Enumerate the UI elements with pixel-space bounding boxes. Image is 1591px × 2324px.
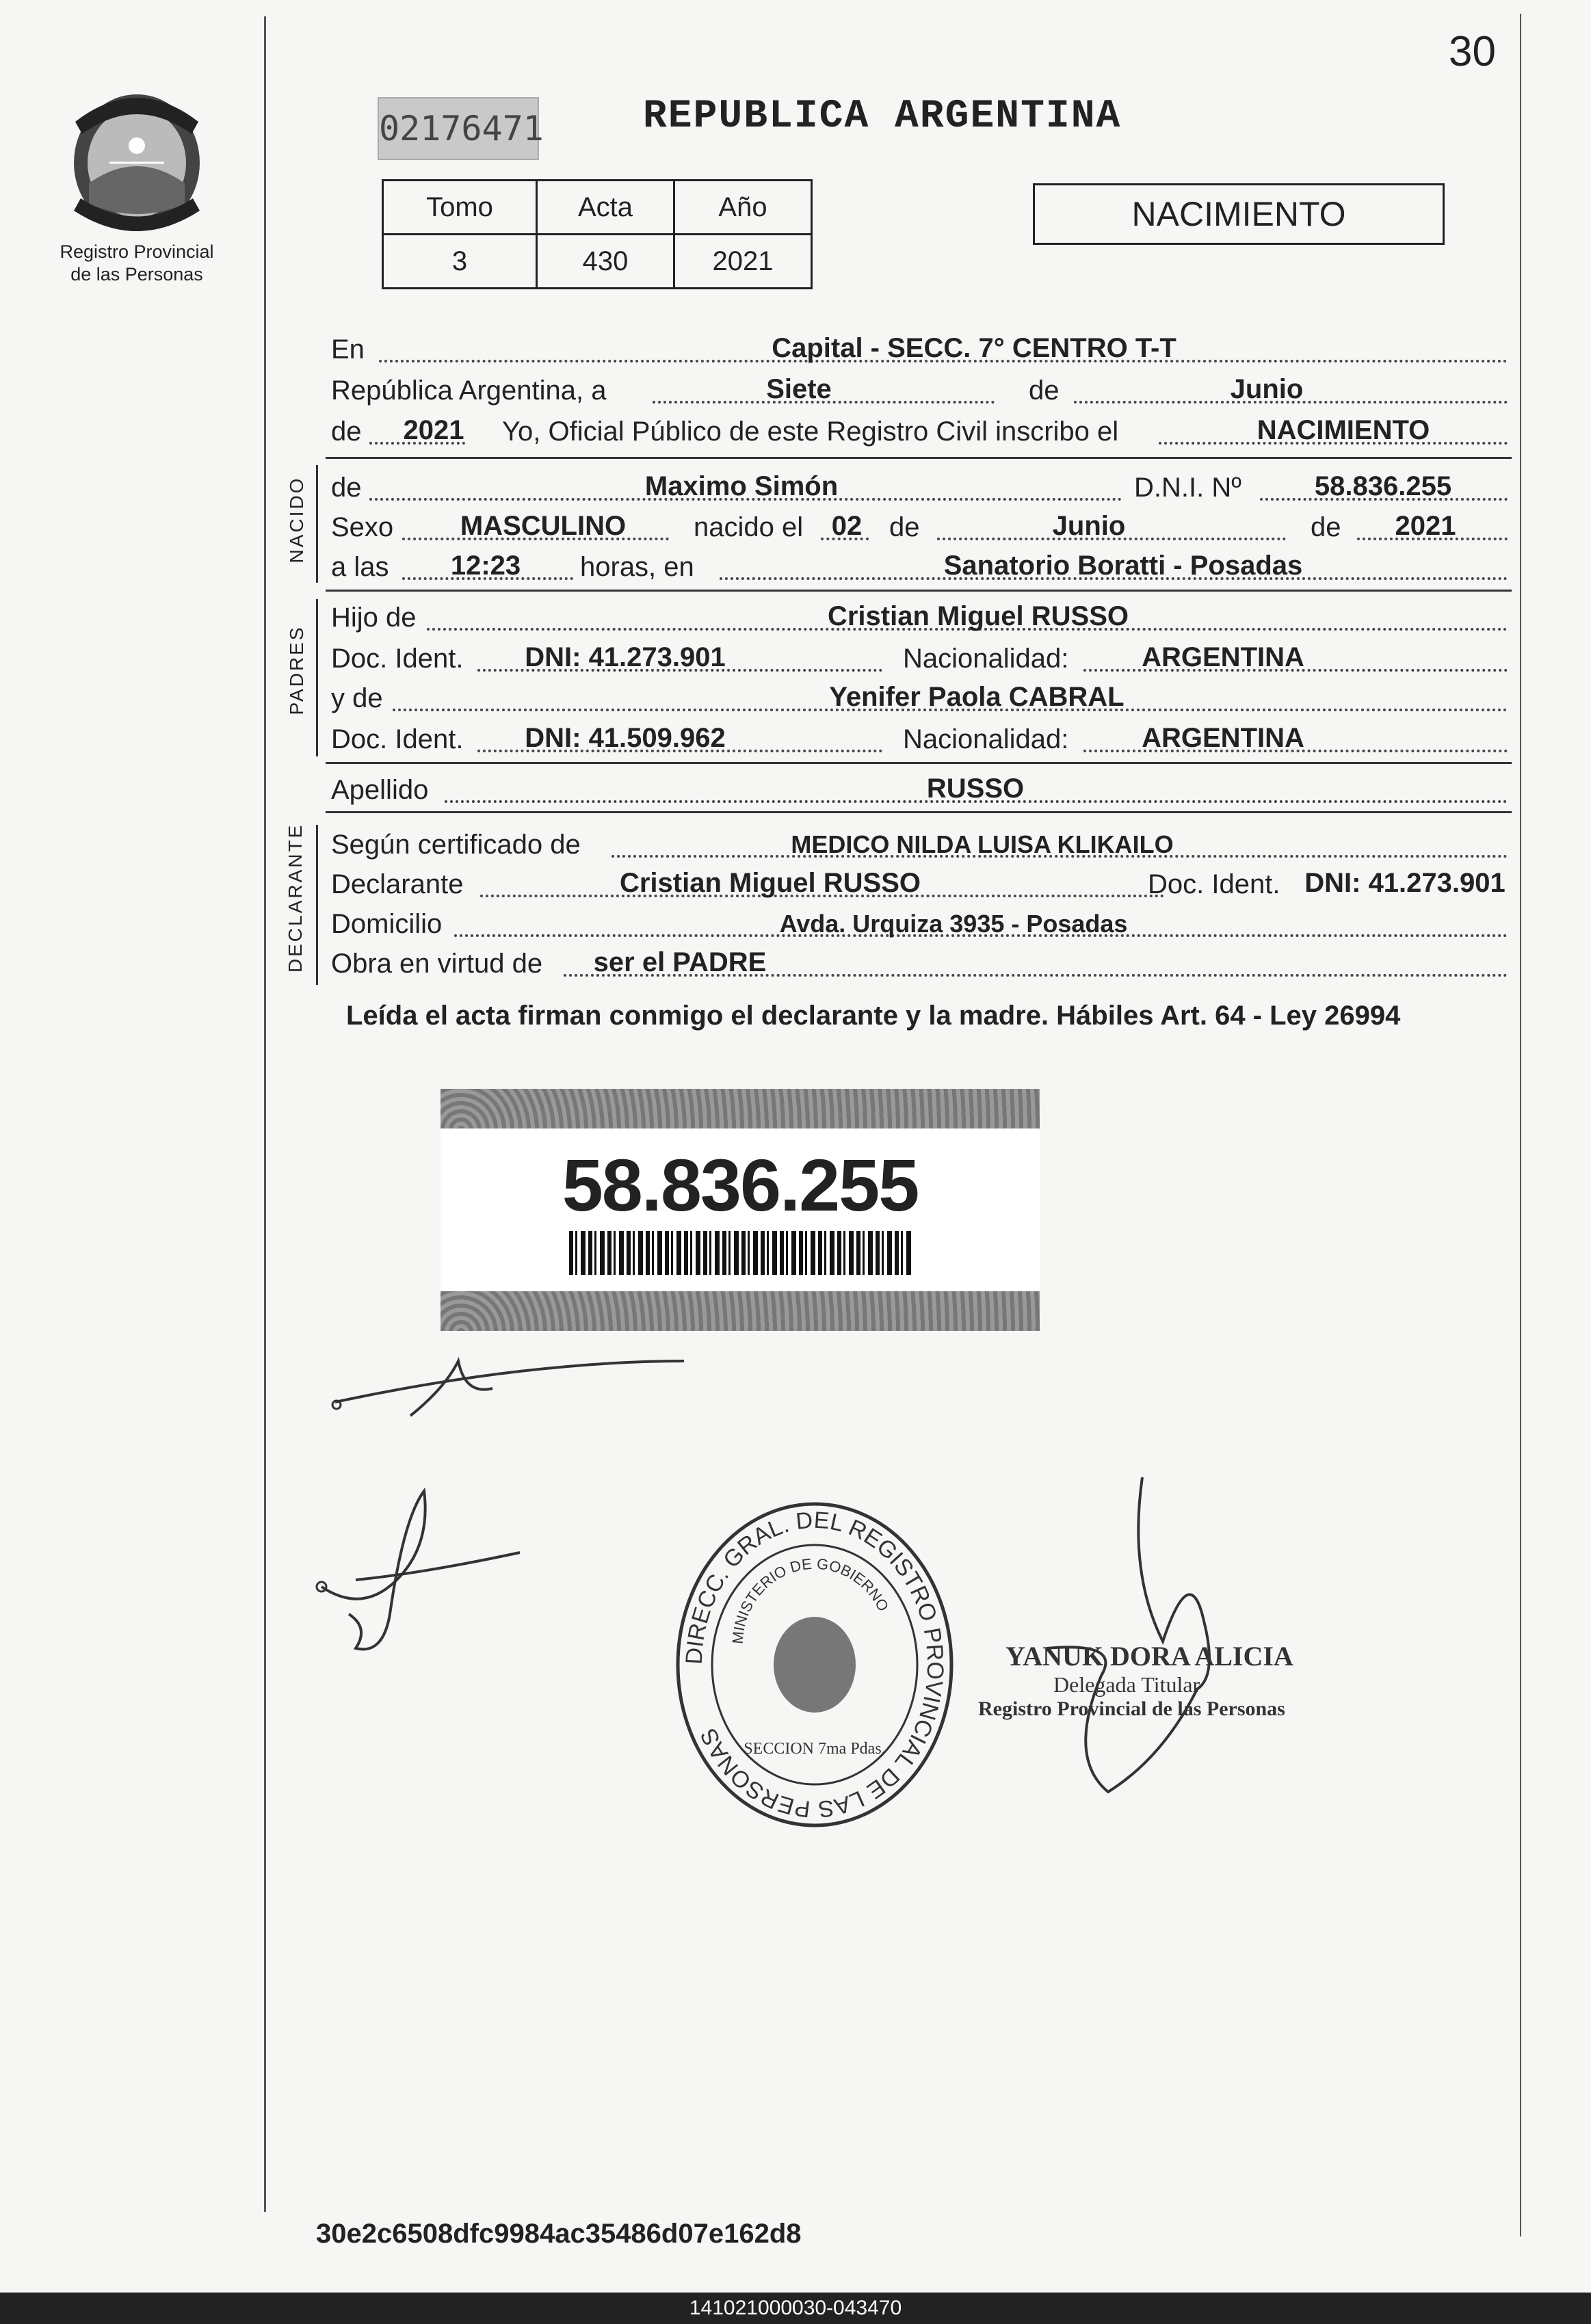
birth-day-value: 02 <box>831 511 863 541</box>
baby-name-value: Maximo Simón <box>644 471 839 501</box>
declarante-label: Declarante <box>331 869 464 899</box>
registry-line-1: Registro Provincial <box>60 241 214 262</box>
signatory-org: Registro Provincial de las Personas <box>978 1698 1285 1720</box>
signature-madre-icon <box>308 1477 540 1669</box>
doc-ident-label-2: Doc. Ident. <box>331 724 464 754</box>
seal-inner-text: MINISTERIO DE GOBIERNO <box>728 1555 893 1645</box>
father-name-value: Cristian Miguel RUSSO <box>827 601 1129 631</box>
hora-row <box>331 547 1508 585</box>
day-value: Siete <box>766 374 832 404</box>
en-row <box>331 330 1508 368</box>
nacido-section-label: NACIDO <box>286 476 307 564</box>
baby-dni-value: 58.836.255 <box>1314 471 1452 501</box>
nacido-el-label: nacido el <box>694 512 804 542</box>
y-de-label: y de <box>331 683 383 713</box>
footer-code: 141021000030-043470 <box>689 2297 902 2319</box>
section-divider <box>326 457 1512 459</box>
sexo-label: Sexo <box>331 512 394 542</box>
misiones-emblem-icon <box>62 81 212 238</box>
tomo-acta-table <box>382 179 813 289</box>
de-label-3: de <box>1311 512 1341 542</box>
obra-label: Obra en virtud de <box>331 949 543 979</box>
document-hash: 30e2c6508dfc9984ac35486d07e162d8 <box>316 2219 802 2249</box>
seal-bottom-text: SECCION 7ma Pdas. <box>744 1740 886 1758</box>
dni-sticker-number: 58.836.255 <box>562 1144 919 1226</box>
en-value: Capital - SECC. 7° CENTRO T-T <box>772 333 1176 363</box>
certificado-label: Según certificado de <box>331 830 581 860</box>
acta-value: 430 <box>537 235 674 289</box>
inscribo-value: NACIMIENTO <box>1257 415 1430 445</box>
declarante-value: Cristian Miguel RUSSO <box>619 868 921 898</box>
a-las-label: a las <box>331 552 389 582</box>
obra-row <box>331 944 1508 982</box>
sticker-pattern-bottom <box>441 1291 1040 1331</box>
birth-time-value: 12:23 <box>450 551 521 581</box>
domicilio-row <box>331 904 1508 942</box>
nacido-name-row <box>331 468 1508 506</box>
registry-line-2: de las Personas <box>70 264 203 285</box>
signatory-name: YANUK DORA ALICIA <box>1005 1641 1293 1672</box>
de-label: de <box>1029 375 1060 406</box>
serial-number-stamp: 02176471 <box>378 97 539 160</box>
mother-doc-value: DNI: 41.509.962 <box>525 723 726 753</box>
country-title: REPUBLICA ARGENTINA <box>643 94 1122 139</box>
anio-value: 2021 <box>674 235 812 289</box>
birth-year-value: 2021 <box>1395 511 1456 541</box>
horas-label: horas, en <box>580 552 694 582</box>
year-value: 2021 <box>403 415 464 445</box>
mother-name-value: Yenifer Paola CABRAL <box>829 682 1125 712</box>
apellido-row <box>331 770 1508 808</box>
oficial-text: Yo, Oficial Público de este Registro Civil inscribo el <box>502 417 1119 447</box>
table-header-row <box>383 181 812 235</box>
domicilio-label: Domicilio <box>331 909 443 939</box>
republica-label: República Argentina, a <box>331 375 607 406</box>
dni-sticker <box>441 1128 1040 1291</box>
sexo-value: MASCULINO <box>460 511 627 541</box>
declarante-doc-value: DNI: 41.273.901 <box>1304 868 1505 898</box>
declarante-doc-label: Doc. Ident. <box>1148 869 1280 899</box>
tomo-value: 3 <box>383 235 537 289</box>
father-doc-row <box>331 639 1508 677</box>
registry-seal-icon <box>668 1494 962 1836</box>
en-label: En <box>331 334 365 365</box>
act-type-box: NACIMIENTO <box>1033 183 1445 245</box>
father-doc-value: DNI: 41.273.901 <box>525 642 726 672</box>
section-divider <box>326 811 1512 813</box>
signatory-role: Delegada Titular <box>1053 1672 1200 1697</box>
domicilio-value: Avda. Urquiza 3935 - Posadas <box>779 910 1128 938</box>
nacionalidad-label-2: Nacionalidad: <box>903 724 1069 754</box>
page-number: 30 <box>1449 28 1496 75</box>
signature-block <box>978 1640 1361 1721</box>
birth-month-value: Junio <box>1052 511 1126 541</box>
apellido-value: RUSSO <box>926 774 1025 804</box>
padres-section-label: PADRES <box>286 625 307 715</box>
declarante-row <box>331 864 1508 903</box>
month-value: Junio <box>1230 374 1304 404</box>
nacido-de-label: de <box>331 473 362 503</box>
registry-name <box>41 241 233 286</box>
obra-value: ser el PADRE <box>593 947 767 977</box>
fecha-row <box>331 371 1508 409</box>
acta-header: Acta <box>537 181 674 235</box>
barcode-icon <box>569 1231 911 1275</box>
y-de-row <box>331 678 1508 717</box>
father-nationality-value: ARGENTINA <box>1142 642 1304 672</box>
hijo-de-label: Hijo de <box>331 603 417 633</box>
section-divider <box>326 590 1512 592</box>
declarante-section-label: DECLARANTE <box>285 823 306 973</box>
signature-declarante-icon <box>328 1341 698 1429</box>
dni-label: D.N.I. Nº <box>1134 473 1241 503</box>
section-divider <box>326 762 1512 764</box>
certificado-row <box>331 825 1508 863</box>
doc-ident-label: Doc. Ident. <box>331 644 464 674</box>
sticker-pattern-top <box>441 1089 1040 1128</box>
certificado-value: MEDICO NILDA LUISA KLIKAILO <box>791 830 1174 858</box>
hijo-de-row <box>331 598 1508 636</box>
left-margin-line <box>264 16 266 2212</box>
apellido-label: Apellido <box>331 775 429 805</box>
table-row <box>383 235 812 289</box>
right-margin-line <box>1520 14 1521 2236</box>
tomo-header: Tomo <box>383 181 537 235</box>
inscribo-row <box>331 412 1508 450</box>
anio-header: Año <box>674 181 812 235</box>
sexo-row <box>331 507 1508 546</box>
de2-label: de <box>331 417 362 447</box>
mother-doc-row <box>331 719 1508 758</box>
de-label-2: de <box>889 512 920 542</box>
closing-text: Leída el acta firman conmigo el declarante y la madre. Hábiles Art. 64 - Ley 26994 <box>346 1001 1401 1031</box>
nacionalidad-label: Nacionalidad: <box>903 644 1069 674</box>
birth-place-value: Sanatorio Boratti - Posadas <box>943 551 1303 581</box>
mother-nationality-value: ARGENTINA <box>1142 723 1304 753</box>
seal-outer-text: DIRECC. GRAL. DEL REGISTRO PROVINCIAL DE LAS PERSONAS <box>681 1507 949 1823</box>
